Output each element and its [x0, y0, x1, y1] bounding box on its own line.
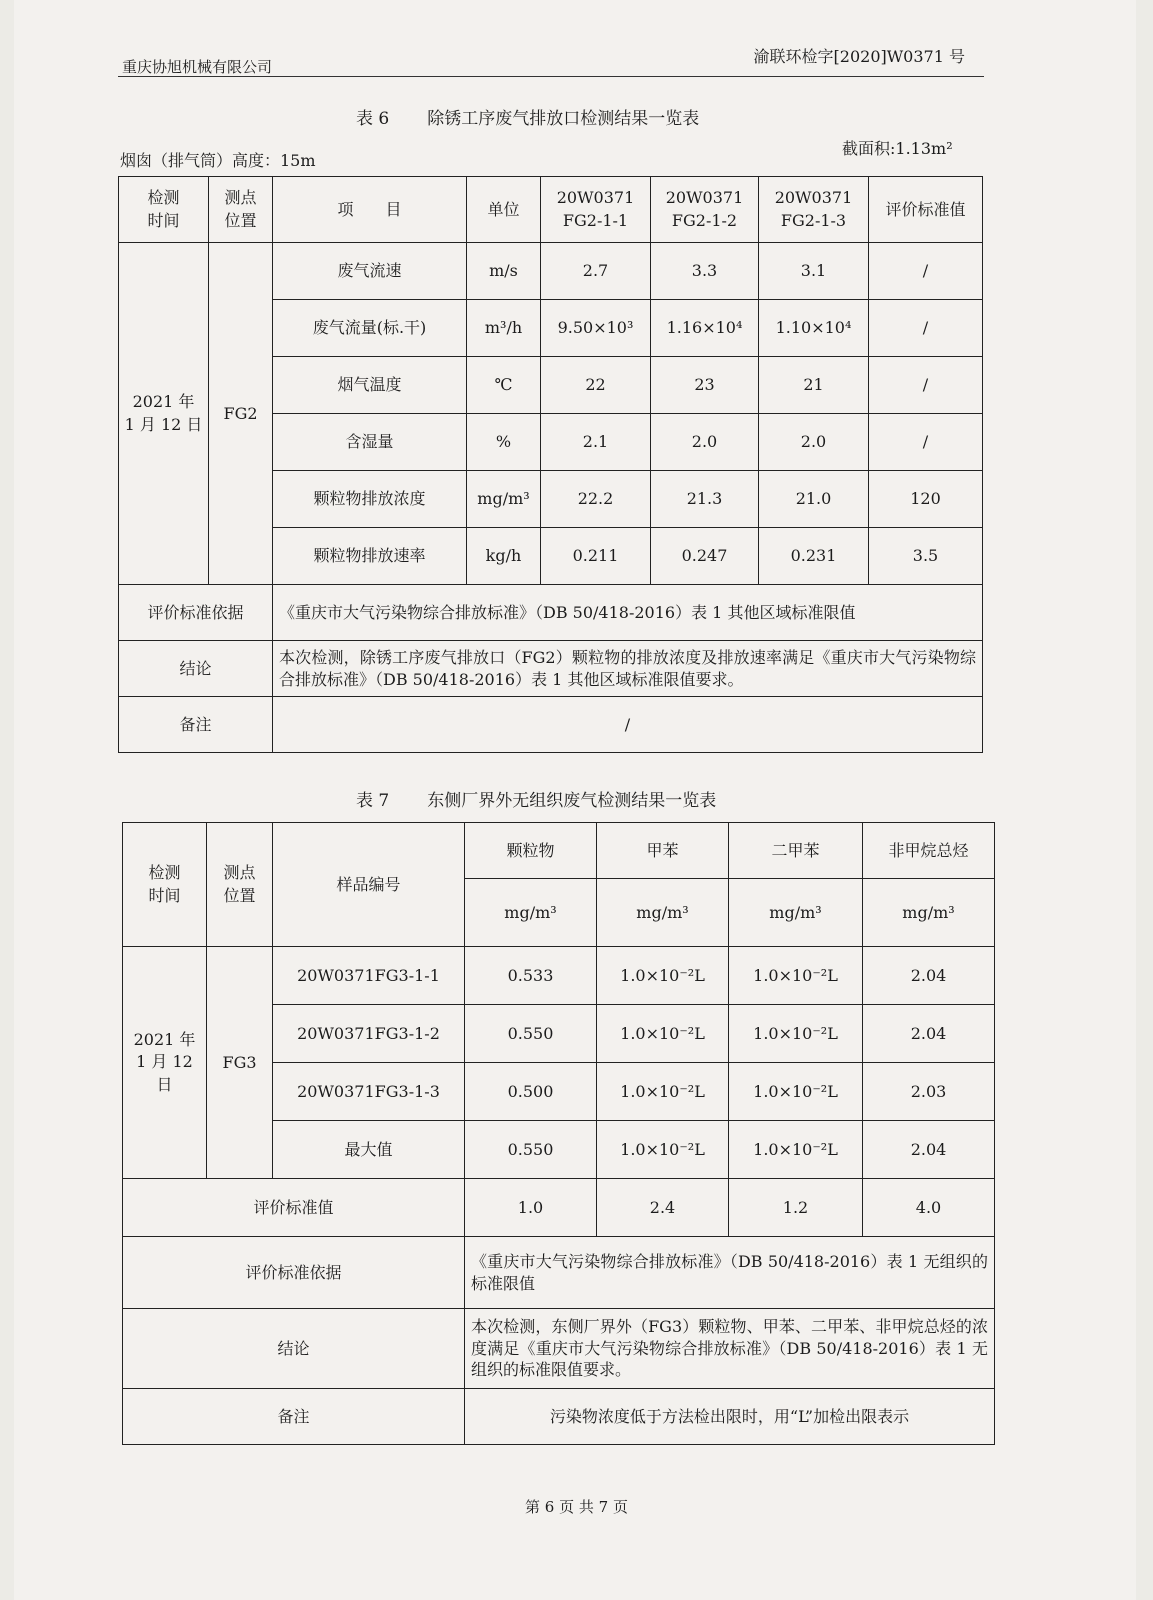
value-cell: 0.550: [465, 1005, 597, 1063]
header-unit: mg/m³: [597, 879, 729, 947]
value-cell: 0.247: [651, 528, 759, 585]
header-unit: mg/m³: [465, 879, 597, 947]
standard-cell: /: [869, 300, 983, 357]
basis-label: 评价标准依据: [119, 585, 273, 641]
value-cell: 0.211: [541, 528, 651, 585]
value-cell: 1.0×10⁻²L: [597, 1121, 729, 1179]
standard-cell: 120: [869, 471, 983, 528]
item-cell: 颗粒物排放速率: [273, 528, 467, 585]
value-cell: 2.04: [863, 1121, 995, 1179]
unit-cell: ℃: [467, 357, 541, 414]
table7-header-row: [123, 823, 995, 879]
company-name: 重庆协旭机械有限公司: [122, 58, 273, 76]
value-cell: 21.0: [759, 471, 869, 528]
page-number: 第 6 页 共 7 页: [525, 1498, 628, 1516]
header-unit: mg/m³: [863, 879, 995, 947]
value-cell: 0.533: [465, 947, 597, 1005]
standard-cell: /: [869, 357, 983, 414]
value-cell: 0.231: [759, 528, 869, 585]
value-cell: 1.10×10⁴: [759, 300, 869, 357]
value-cell: 1.0×10⁻²L: [729, 1063, 863, 1121]
value-cell: 2.1: [541, 414, 651, 471]
basis-text: 《重庆市大气污染物综合排放标准》（DB 50/418-2016）表 1 其他区域标准限值: [273, 585, 983, 641]
value-cell: 22: [541, 357, 651, 414]
header-unit: 单位: [467, 177, 541, 243]
table-row: [119, 243, 983, 300]
header-pollutant: 二甲苯: [729, 823, 863, 879]
basis-row: [119, 585, 983, 641]
remark-label: 备注: [119, 697, 273, 753]
value-cell: 2.04: [863, 1005, 995, 1063]
test-point: FG3: [207, 947, 273, 1179]
value-cell: 2.0: [651, 414, 759, 471]
remark-text: /: [273, 697, 983, 753]
header-item: 项 目: [273, 177, 467, 243]
header-sample-1: 20W0371 FG2-1-1: [541, 177, 651, 243]
basis-text: 《重庆市大气污染物综合排放标准》（DB 50/418-2016）表 1 无组织的标准限值: [465, 1237, 995, 1309]
standard-label: 评价标准值: [123, 1179, 465, 1237]
test-date: 2021 年 1 月 12 日: [123, 947, 207, 1179]
standard-cell: /: [869, 243, 983, 300]
conclusion-label: 结论: [119, 641, 273, 697]
header-sample-3: 20W0371 FG2-1-3: [759, 177, 869, 243]
value-cell: 2.7: [541, 243, 651, 300]
value-cell: 2.03: [863, 1063, 995, 1121]
value-cell: 1.0×10⁻²L: [597, 947, 729, 1005]
value-cell: 21.3: [651, 471, 759, 528]
sample-cell: 20W0371FG3-1-3: [273, 1063, 465, 1121]
header-pollutant: 非甲烷总烃: [863, 823, 995, 879]
remark-row: [123, 1389, 995, 1445]
table6-title: 除锈工序废气排放口检测结果一览表: [427, 109, 700, 129]
header-pollutant: 甲苯: [597, 823, 729, 879]
value-cell: 21: [759, 357, 869, 414]
report-number: 渝联环检字[2020]W0371 号: [753, 47, 965, 66]
conclusion-text: 本次检测，除锈工序废气排放口（FG2）颗粒物的排放浓度及排放速率满足《重庆市大气污染物综合排放标准》（DB 50/418-2016）表 1 其他区域标准限值要求。: [273, 641, 983, 697]
unit-cell: m/s: [467, 243, 541, 300]
header-unit: mg/m³: [729, 879, 863, 947]
unit-cell: kg/h: [467, 528, 541, 585]
conclusion-text: 本次检测，东侧厂界外（FG3）颗粒物、甲苯、二甲苯、非甲烷总烃的浓度满足《重庆市大气污染物综合排放标准》（DB 50/418-2016）表 1 无组织的标准限值要求。: [465, 1309, 995, 1389]
table6-caption: [356, 104, 699, 129]
table7-title: 东侧厂界外无组织废气检测结果一览表: [427, 791, 717, 811]
item-cell: 含湿量: [273, 414, 467, 471]
header-point: 测点 位置: [207, 823, 273, 947]
standard-value: 4.0: [863, 1179, 995, 1237]
value-cell: 0.500: [465, 1063, 597, 1121]
value-cell: 1.0×10⁻²L: [597, 1005, 729, 1063]
chimney-height: 烟囱（排气筒）高度：15m: [120, 151, 316, 170]
sample-cell: 20W0371FG3-1-2: [273, 1005, 465, 1063]
value-cell: 3.3: [651, 243, 759, 300]
standard-cell: 3.5: [869, 528, 983, 585]
conclusion-row: [119, 641, 983, 697]
standard-value: 2.4: [597, 1179, 729, 1237]
test-point: FG2: [209, 243, 273, 585]
table6-header-row: [119, 177, 983, 243]
header-sample-2: 20W0371 FG2-1-2: [651, 177, 759, 243]
value-cell: 2.0: [759, 414, 869, 471]
remark-row: [119, 697, 983, 753]
header-sample: 样品编号: [273, 823, 465, 947]
standard-value: 1.0: [465, 1179, 597, 1237]
value-cell: 0.550: [465, 1121, 597, 1179]
standard-value: 1.2: [729, 1179, 863, 1237]
value-cell: 1.0×10⁻²L: [597, 1063, 729, 1121]
value-cell: 2.04: [863, 947, 995, 1005]
value-cell: 9.50×10³: [541, 300, 651, 357]
table7-caption: [356, 786, 716, 811]
header-time: 检测 时间: [123, 823, 207, 947]
item-cell: 废气流量(标.干): [273, 300, 467, 357]
table6: [118, 176, 983, 753]
table7: [122, 822, 995, 1445]
value-cell: 1.0×10⁻²L: [729, 1121, 863, 1179]
table7-number: 表 7: [356, 791, 390, 811]
unit-cell: %: [467, 414, 541, 471]
sample-cell: 20W0371FG3-1-1: [273, 947, 465, 1005]
header-rule: [118, 76, 984, 77]
remark-text: 污染物浓度低于方法检出限时，用“L”加检出限表示: [465, 1389, 995, 1445]
value-cell: 22.2: [541, 471, 651, 528]
section-area: 截面积:1.13m²: [842, 139, 953, 158]
table-row: [123, 947, 995, 1005]
conclusion-row: [123, 1309, 995, 1389]
item-cell: 烟气温度: [273, 357, 467, 414]
value-cell: 1.16×10⁴: [651, 300, 759, 357]
unit-cell: mg/m³: [467, 471, 541, 528]
value-cell: 1.0×10⁻²L: [729, 1005, 863, 1063]
header-point: 测点 位置: [209, 177, 273, 243]
standard-row: [123, 1179, 995, 1237]
header-pollutant: 颗粒物: [465, 823, 597, 879]
basis-row: [123, 1237, 995, 1309]
item-cell: 颗粒物排放浓度: [273, 471, 467, 528]
remark-label: 备注: [123, 1389, 465, 1445]
value-cell: 1.0×10⁻²L: [729, 947, 863, 1005]
value-cell: 3.1: [759, 243, 869, 300]
item-cell: 废气流速: [273, 243, 467, 300]
value-cell: 23: [651, 357, 759, 414]
standard-cell: /: [869, 414, 983, 471]
test-date: 2021 年 1 月 12 日: [119, 243, 209, 585]
unit-cell: m³/h: [467, 300, 541, 357]
conclusion-label: 结论: [123, 1309, 465, 1389]
header-standard: 评价标准值: [869, 177, 983, 243]
sample-cell: 最大值: [273, 1121, 465, 1179]
header-time: 检测 时间: [119, 177, 209, 243]
table6-number: 表 6: [356, 109, 390, 129]
basis-label: 评价标准依据: [123, 1237, 465, 1309]
